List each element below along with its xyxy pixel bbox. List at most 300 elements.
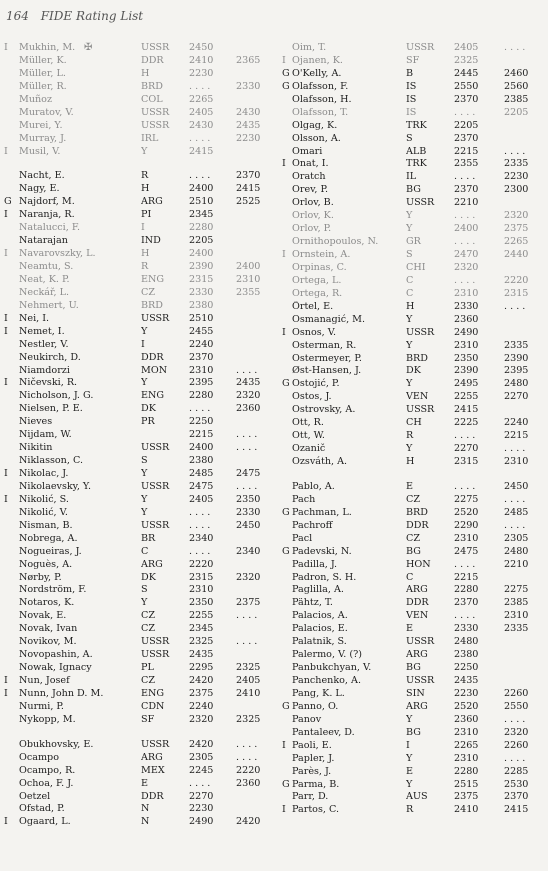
federation-code: E xyxy=(406,623,414,635)
player-name: Murei, Y. xyxy=(19,119,63,131)
federation-code: S xyxy=(141,455,148,467)
rating-current: 2490 xyxy=(454,326,479,338)
player-name: Neckář, L. xyxy=(19,286,70,298)
federation-code: IL xyxy=(406,171,417,183)
rating-previous: 2370 xyxy=(504,791,529,803)
rating-current: . . . . xyxy=(454,106,476,118)
federation-code: SF xyxy=(406,54,420,66)
federation-code: E xyxy=(141,777,149,789)
federation-code: USSR xyxy=(141,119,170,131)
federation-code: USSR xyxy=(406,326,435,338)
federation-code: USSR xyxy=(141,312,170,324)
federation-code: B xyxy=(406,67,414,79)
rating-current: 2415 xyxy=(454,404,479,416)
player-name: Natalucci, F. xyxy=(19,222,81,234)
federation-code: USSR xyxy=(141,442,170,454)
federation-code: H xyxy=(406,300,415,312)
rating-previous: 2415 xyxy=(236,183,261,195)
rating-previous: 2395 xyxy=(504,365,529,377)
rating-previous: 2365 xyxy=(236,54,261,66)
federation-code: Y xyxy=(141,597,148,609)
rating-current: 2240 xyxy=(189,700,214,712)
player-name: Pablo, A. xyxy=(292,480,335,492)
rating-current: 2255 xyxy=(454,391,479,403)
rating-previous: 2270 xyxy=(504,391,529,403)
player-name: Ortega, R. xyxy=(292,287,343,299)
player-name: Papler, J. xyxy=(292,752,335,764)
federation-code: Y xyxy=(406,339,413,351)
rating-current: . . . . xyxy=(189,403,211,415)
rating-current: 2310 xyxy=(189,584,214,596)
federation-code: USSR xyxy=(141,636,170,648)
rating-current: 2400 xyxy=(189,248,214,260)
federation-code: USSR xyxy=(406,404,435,416)
player-name: Panov xyxy=(292,713,322,725)
rating-previous: 2260 xyxy=(504,739,529,751)
federation-code: R xyxy=(406,804,414,816)
rating-previous: . . . . xyxy=(236,636,258,648)
running-title: FIDE Rating List xyxy=(40,9,144,23)
player-name: Navarovszky, L. xyxy=(19,248,96,260)
player-name: Nikolac, J. xyxy=(19,468,69,479)
rating-current: 2280 xyxy=(189,222,214,234)
federation-code: Y xyxy=(406,313,413,325)
player-name: Osterman, R. xyxy=(292,339,357,351)
federation-code: BR xyxy=(141,532,156,544)
title-cell: G xyxy=(282,778,290,790)
rating-previous: 2220 xyxy=(236,764,261,776)
rating-previous: . . . . xyxy=(504,493,526,505)
player-name: Nikitin xyxy=(19,442,53,454)
rating-previous: . . . . xyxy=(236,364,258,376)
rating-previous: 2440 xyxy=(504,249,529,260)
player-name: Ničevski, R. xyxy=(19,377,78,389)
rating-current: 2350 xyxy=(454,352,479,364)
player-name: Panno, O. xyxy=(292,700,339,712)
federation-code: IRL xyxy=(141,132,159,144)
player-name: Nurmi, P. xyxy=(19,700,64,712)
rating-current: 2265 xyxy=(454,739,479,751)
player-name: Orlov, K. xyxy=(292,210,334,222)
rating-previous: 2375 xyxy=(236,597,261,609)
player-name: Padron, S. H. xyxy=(292,571,357,583)
player-name: Paoli, E. xyxy=(292,739,332,751)
title-cell: G xyxy=(282,67,290,79)
federation-code: PI xyxy=(141,209,152,221)
rating-previous: 2320 xyxy=(236,390,261,402)
federation-code: BG xyxy=(406,662,421,674)
rating-current: 2310 xyxy=(454,532,479,544)
player-name: Nieves xyxy=(19,416,53,428)
rating-current: 2415 xyxy=(189,145,214,157)
rating-current: 2250 xyxy=(189,416,214,428)
federation-code: GR xyxy=(406,236,421,248)
rating-current: 2230 xyxy=(189,803,214,815)
federation-code: C xyxy=(406,287,414,299)
rating-current: 2495 xyxy=(454,378,479,390)
federation-code: IS xyxy=(406,106,417,118)
federation-code: I xyxy=(141,338,145,350)
cross-mark-icon: ✠ xyxy=(84,42,93,53)
player-name: Olgag, K. xyxy=(292,119,338,131)
rating-previous: 2360 xyxy=(236,403,261,415)
rating-current: 2380 xyxy=(454,649,479,661)
rating-previous: 2485 xyxy=(504,506,529,518)
rating-previous: 2410 xyxy=(236,687,261,699)
federation-code: CZ xyxy=(141,286,156,298)
title-cell: I xyxy=(282,804,286,816)
player-name: Naranja, R. xyxy=(19,209,75,221)
rating-current: 2445 xyxy=(454,67,479,79)
rating-current: 2310 xyxy=(454,339,479,351)
player-name: Ott, R. xyxy=(292,417,324,429)
rating-current: 2280 xyxy=(454,765,479,777)
rating-current: 2325 xyxy=(454,54,479,66)
federation-code: BG xyxy=(406,726,421,738)
player-name: Olsson, A. xyxy=(292,132,341,144)
rating-current: 2375 xyxy=(454,791,479,803)
federation-code: COL xyxy=(141,93,163,105)
rating-previous: . . . . xyxy=(504,752,526,764)
federation-code: USSR xyxy=(141,480,170,492)
rating-current: 2510 xyxy=(189,312,214,324)
title-cell: I xyxy=(4,312,8,324)
rating-current: 2380 xyxy=(189,299,214,311)
rating-current: . . . . xyxy=(189,519,211,531)
rating-previous: 2305 xyxy=(504,532,529,544)
title-cell: G xyxy=(282,700,290,712)
federation-code: CZ xyxy=(141,610,156,622)
rating-previous: 2350 xyxy=(236,493,261,505)
federation-code: ARG xyxy=(406,700,428,712)
player-name: Nørby, P. xyxy=(19,571,62,583)
title-cell: G xyxy=(282,378,290,390)
federation-code: Y xyxy=(406,443,413,455)
federation-code: USSR xyxy=(406,197,435,209)
player-name: Ostermeyer, P. xyxy=(292,352,362,364)
title-cell: I xyxy=(4,675,8,686)
federation-code: I xyxy=(406,739,410,751)
player-name: Nei, I. xyxy=(19,312,50,324)
federation-code: DDR xyxy=(406,597,429,609)
rating-current: 2315 xyxy=(189,571,214,583)
rating-current: . . . . xyxy=(189,170,211,182)
player-name: Onat, I. xyxy=(292,158,329,170)
rating-current: 2485 xyxy=(189,468,214,479)
rating-current: . . . . xyxy=(189,80,211,92)
player-name: Örtel, E. xyxy=(292,300,334,312)
federation-code: Y xyxy=(406,210,413,222)
federation-code: Y xyxy=(406,713,413,725)
rating-current: 2280 xyxy=(189,390,214,402)
federation-code: TRK xyxy=(406,119,427,131)
rating-current: 2345 xyxy=(189,209,214,221)
rating-previous: 2320 xyxy=(504,210,529,222)
rating-current: 2330 xyxy=(454,623,479,635)
rating-current: 2275 xyxy=(454,493,479,505)
federation-code: N xyxy=(141,803,150,815)
player-name: Nacht, E. xyxy=(19,170,65,182)
rating-previous: 2415 xyxy=(504,804,529,816)
federation-code: BRD xyxy=(141,299,163,311)
title-cell: I xyxy=(4,209,8,221)
rating-previous: 2355 xyxy=(236,286,261,298)
rating-previous: 2390 xyxy=(504,352,529,364)
rating-current: 2210 xyxy=(454,197,479,209)
player-name: Pantaleev, D. xyxy=(292,726,355,738)
player-name: Nikolić, S. xyxy=(19,493,69,505)
title-cell: I xyxy=(4,687,8,699)
rating-current: 2345 xyxy=(189,623,214,635)
federation-code: H xyxy=(406,456,415,467)
player-name: Palacios, A. xyxy=(292,610,348,622)
rating-current: 2490 xyxy=(189,816,214,828)
player-name: Noguès, A. xyxy=(19,558,73,570)
rating-current: 2360 xyxy=(454,313,479,325)
federation-code: S xyxy=(141,584,148,596)
federation-code: BRD xyxy=(406,352,428,364)
rating-current: . . . . xyxy=(454,610,476,622)
federation-code: PR xyxy=(141,416,155,428)
rating-current: 2370 xyxy=(454,93,479,105)
rating-previous: 2360 xyxy=(236,777,261,789)
rating-current: . . . . xyxy=(189,777,211,789)
player-name: Parès, J. xyxy=(292,765,332,777)
title-cell: I xyxy=(282,249,286,260)
rating-current: 2470 xyxy=(454,249,479,260)
federation-code: H xyxy=(141,67,150,79)
player-name: Orlov, B. xyxy=(292,197,334,209)
player-name: Novak, E. xyxy=(19,610,67,622)
federation-code: Y xyxy=(141,325,148,337)
rating-current: 2310 xyxy=(454,726,479,738)
player-name: Nestler, V. xyxy=(19,338,69,350)
rating-previous: 2310 xyxy=(504,456,529,467)
federation-code: VEN xyxy=(406,610,429,622)
rating-previous: . . . . xyxy=(236,442,258,454)
federation-code: CZ xyxy=(141,623,156,635)
rating-current: 2325 xyxy=(189,636,214,648)
rating-current: 2350 xyxy=(189,597,214,609)
federation-code: Y xyxy=(406,223,413,235)
rating-current: 2370 xyxy=(454,132,479,144)
rating-previous: 2560 xyxy=(504,80,529,92)
player-name: Ostojić, P. xyxy=(292,378,340,390)
player-name: Nunn, John D. M. xyxy=(19,687,104,699)
rating-current: 2215 xyxy=(454,145,479,157)
title-cell: I xyxy=(4,377,8,389)
rating-previous: 2205 xyxy=(504,106,529,118)
rating-current: 2420 xyxy=(189,738,214,750)
rating-previous: 2385 xyxy=(504,597,529,609)
player-name: Nordström, F. xyxy=(19,584,87,596)
title-cell: I xyxy=(282,54,286,66)
player-name: Orlov, P. xyxy=(292,223,332,235)
rating-current: 2305 xyxy=(189,751,214,763)
player-name: Notaros, K. xyxy=(19,597,75,609)
federation-code: MON xyxy=(141,364,168,376)
rating-current: 2320 xyxy=(454,261,479,273)
player-name: Najdorf, M. xyxy=(19,196,75,208)
federation-code: AUS xyxy=(406,791,428,803)
rating-current: 2370 xyxy=(454,597,479,609)
rating-previous: 2335 xyxy=(504,623,529,635)
federation-code: USSR xyxy=(406,675,435,686)
player-name: Panbukchyan, V. xyxy=(292,662,372,674)
rating-current: 2435 xyxy=(454,675,479,686)
rating-previous: 2435 xyxy=(236,119,261,131)
rating-previous: 2230 xyxy=(504,171,529,183)
rating-previous: . . . . xyxy=(504,443,526,455)
player-name: Omari xyxy=(292,145,323,157)
player-name: Nobrega, A. xyxy=(19,532,78,544)
rating-current: 2355 xyxy=(454,158,479,170)
rating-current: 2255 xyxy=(189,610,214,622)
rating-current: . . . . xyxy=(454,274,476,286)
federation-code: Y xyxy=(141,493,148,505)
federation-code: Y xyxy=(141,377,148,389)
rating-current: 2420 xyxy=(189,675,214,686)
rating-current: 2430 xyxy=(189,119,214,131)
rating-current: 2370 xyxy=(189,351,214,363)
federation-code: IS xyxy=(406,93,417,105)
federation-code: H xyxy=(141,183,150,195)
player-name: Ortega, L. xyxy=(292,274,342,286)
federation-code: DDR xyxy=(406,519,429,531)
rating-current: 2515 xyxy=(454,778,479,790)
player-name: Nun, Josef xyxy=(19,675,70,686)
rating-current: 2360 xyxy=(454,713,479,725)
federation-code: E xyxy=(406,765,414,777)
player-name: Pähtz, T. xyxy=(292,597,333,609)
rating-previous: 2460 xyxy=(504,67,529,79)
federation-code: ALB xyxy=(406,145,427,157)
rating-current: 2215 xyxy=(454,571,479,583)
title-cell: I xyxy=(4,493,8,505)
federation-code: R xyxy=(406,430,414,442)
player-name: Parr, D. xyxy=(292,791,329,803)
rating-current: 2280 xyxy=(454,584,479,596)
player-name: Palermo, V. (?) xyxy=(292,649,363,661)
rating-current: 2435 xyxy=(189,649,214,661)
title-cell: G xyxy=(282,545,290,557)
rating-previous: . . . . xyxy=(236,751,258,763)
rating-previous: 2400 xyxy=(236,261,261,272)
rating-current: 2405 xyxy=(189,106,214,118)
rating-current: 2475 xyxy=(454,545,479,557)
rating-previous: 2480 xyxy=(504,545,529,557)
rating-current: 2405 xyxy=(454,42,479,53)
rating-current: 2230 xyxy=(454,687,479,699)
rating-previous: 2530 xyxy=(504,778,529,790)
rating-previous: 2315 xyxy=(504,287,529,299)
player-name: Ocampo, R. xyxy=(19,764,76,776)
player-name: Muratov, V. xyxy=(19,106,74,118)
player-name: Orev, P. xyxy=(292,184,329,196)
player-name: Palatnik, S. xyxy=(292,636,347,648)
player-name: Oratch xyxy=(292,171,326,183)
rating-current: 2340 xyxy=(189,532,214,544)
federation-code: Y xyxy=(406,752,413,764)
player-name: Nijdam, W. xyxy=(19,429,72,441)
player-name: Ochoa, F. J. xyxy=(19,777,74,789)
rating-previous: 2370 xyxy=(236,170,261,182)
rating-previous: . . . . xyxy=(236,480,258,492)
page-number: 164 xyxy=(6,9,29,23)
rating-current: . . . . xyxy=(454,558,476,570)
player-name: Ozanič xyxy=(292,443,326,455)
player-name: Osnos, V. xyxy=(292,326,337,338)
player-name: Nikolić, V. xyxy=(19,506,68,518)
federation-code: ARG xyxy=(141,558,163,570)
federation-code: MEX xyxy=(141,764,165,776)
rating-current: 2395 xyxy=(189,377,214,389)
rating-current: 2410 xyxy=(189,54,214,66)
rating-current: . . . . xyxy=(454,236,476,248)
rating-previous: 2375 xyxy=(504,223,529,235)
federation-code: Y xyxy=(141,506,148,518)
player-name: Nielsen, P. E. xyxy=(19,403,83,415)
federation-code: S xyxy=(406,132,413,144)
player-name: Nemet, I. xyxy=(19,325,65,337)
rating-previous: . . . . xyxy=(504,145,526,157)
rating-current: 2455 xyxy=(189,325,214,337)
federation-code: ARG xyxy=(141,196,163,208)
federation-code: TRK xyxy=(406,158,427,170)
rating-previous: 2480 xyxy=(504,378,529,390)
federation-code: BRD xyxy=(141,80,163,92)
player-name: Neukirch, D. xyxy=(19,351,81,363)
rating-previous: 2260 xyxy=(504,687,529,699)
rating-current: 2320 xyxy=(189,713,214,725)
rating-previous: 2420 xyxy=(236,816,261,828)
rating-previous: 2285 xyxy=(504,765,529,777)
rating-previous: . . . . xyxy=(504,300,526,312)
rating-current: 2510 xyxy=(189,196,214,208)
title-cell: I xyxy=(282,158,286,170)
federation-code: VEN xyxy=(406,391,429,403)
title-cell: G xyxy=(282,506,290,518)
rating-previous: 2220 xyxy=(504,274,529,286)
rating-previous: 2320 xyxy=(504,726,529,738)
federation-code: ENG xyxy=(141,687,165,699)
rating-current: 2205 xyxy=(189,235,214,247)
player-name: Orpinas, C. xyxy=(292,261,347,273)
player-name: Pachroff xyxy=(292,519,333,531)
title-cell: I xyxy=(4,816,8,828)
player-name: Nicholson, J. G. xyxy=(19,390,94,402)
rating-current: 2315 xyxy=(454,456,479,467)
title-cell: I xyxy=(4,468,8,479)
federation-code: BRD xyxy=(406,506,428,518)
player-name: Ocampo xyxy=(19,751,59,763)
player-name: Neamtu, S. xyxy=(19,261,74,272)
federation-code: USSR xyxy=(406,636,435,648)
player-name: Palacios, E. xyxy=(292,623,348,635)
player-name: Müller, L. xyxy=(19,67,66,79)
federation-code: BG xyxy=(406,184,421,196)
player-name: Obukhovsky, E. xyxy=(19,738,94,750)
title-cell: I xyxy=(4,248,8,260)
player-name: Ojanen, K. xyxy=(292,54,343,66)
title-cell: I xyxy=(4,325,8,337)
rating-current: 2370 xyxy=(454,184,479,196)
rating-previous: . . . . xyxy=(236,429,258,441)
rating-current: 2380 xyxy=(189,455,214,467)
rating-previous: 2240 xyxy=(504,417,529,429)
rating-current: . . . . xyxy=(189,506,211,518)
rating-current: 2310 xyxy=(454,287,479,299)
